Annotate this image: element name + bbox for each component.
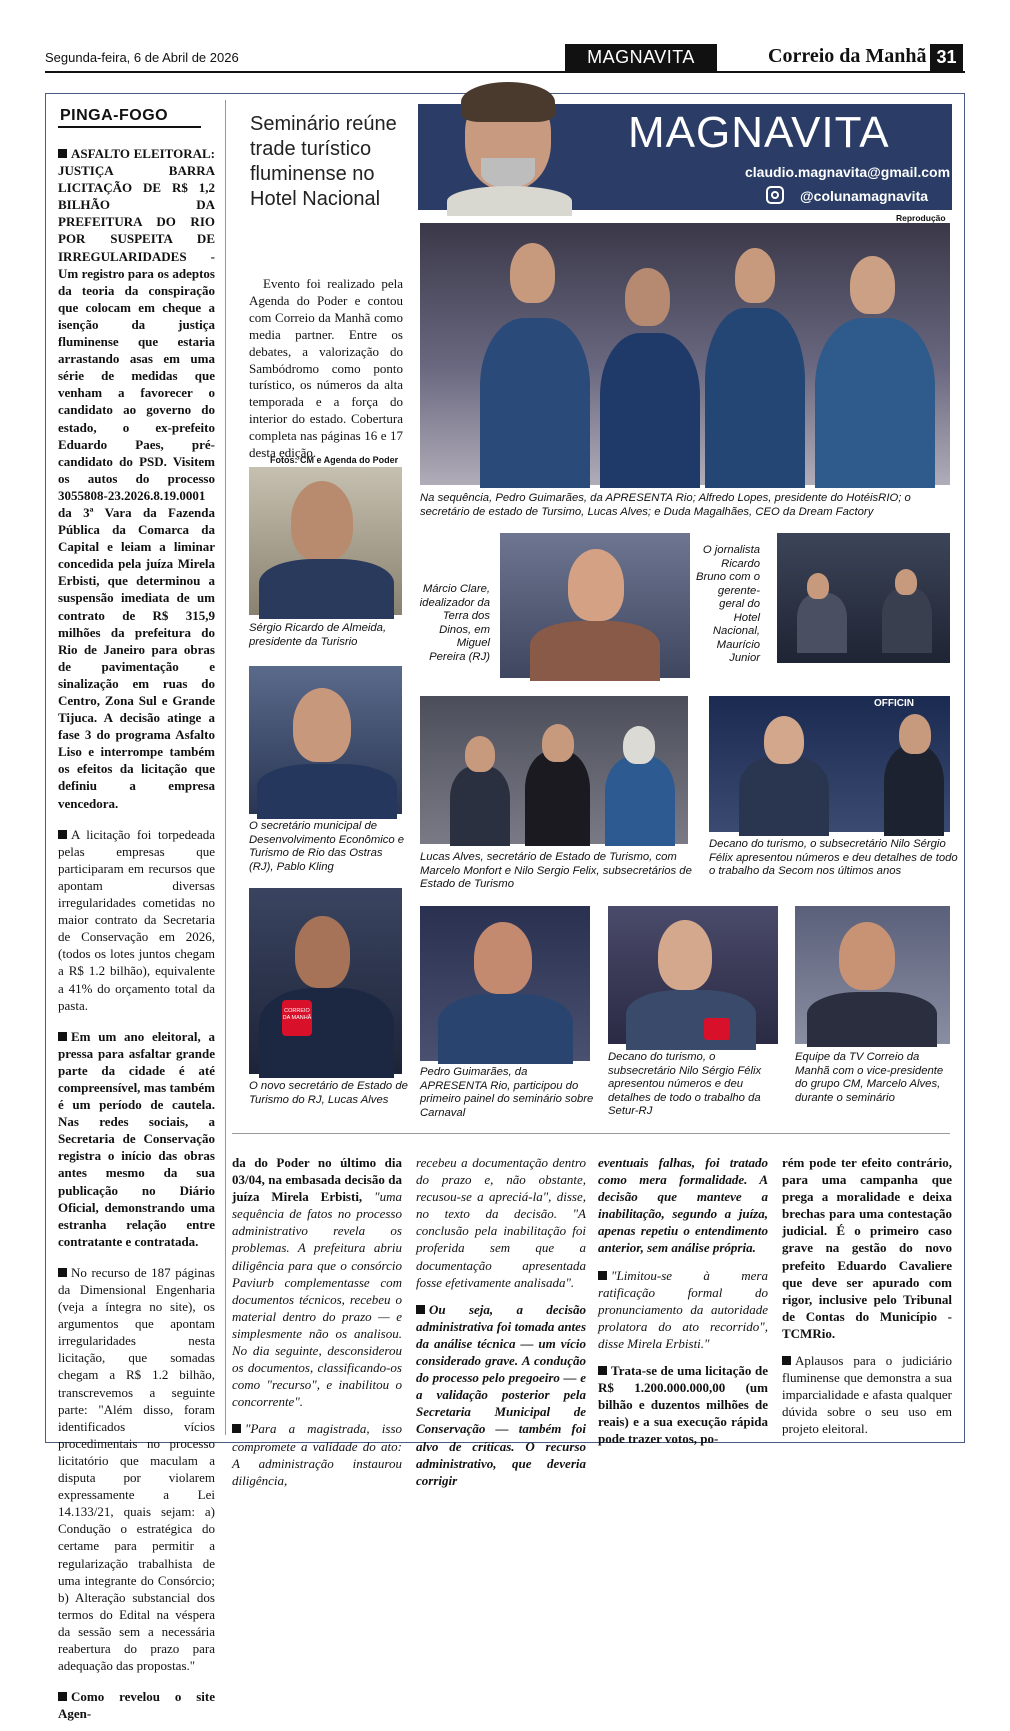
section-tab: MAGNAVITA [565, 44, 717, 71]
bottom-c2: recebeu a documentação dentro do prazo e, não obstante, recusou-se a apreciá-la", disse, no texto da decisão. "A conclusão pela inabilitação foi proferida sem que a documentação apresentada fosse efetivamente analisada". [416, 1155, 586, 1290]
caption-equipe: Equipe da TV Correio da Manhã com o vice-presidente do grupo CM, Marcelo Alves, durante o seminário [795, 1051, 944, 1104]
pingafogo-heading: PINGA-FOGO [60, 107, 169, 124]
photo-lucas-mic [249, 888, 402, 1074]
photo-pablo [249, 666, 402, 814]
header-rule [45, 71, 965, 73]
banner-title: MAGNAVITA [628, 108, 890, 157]
caption-decano-1: Decano do turismo, o subsecretário Nilo Sérgio Félix apresentou números e deu detalhes de todo o trabalho da Secom nos últimos anos [709, 838, 958, 877]
photo-sergio [249, 467, 402, 615]
photo-ricardo [777, 533, 950, 663]
caption-marcio: Márcio Clare, idealizador da Terra dos Dinos, em Miguel Pereira (RJ) [419, 583, 490, 663]
pingafogo-rule [58, 126, 201, 128]
bottom-col-3 [598, 1154, 768, 1457]
bullet-square-icon [232, 1424, 241, 1433]
main-group-photo [420, 223, 950, 485]
screen-text: OFFICIN [874, 698, 914, 709]
page-number: 31 [930, 44, 963, 71]
instagram-icon [766, 186, 784, 204]
photo-decano-2 [608, 906, 778, 1044]
bottom-c4-p2: Aplausos para o judiciário fluminense que demonstra a sua imparcialidade e afasta qualquer dúvida sobre o seu uso em projeto eleitoral. [782, 1353, 952, 1437]
mic-label-2: DA MANHÃ [282, 1015, 312, 1021]
caption-pedro: Pedro Guimarães, da APRESENTA Rio, participou do primeiro painel do seminário sobre Carnaval [420, 1066, 594, 1119]
caption-decano-2: Decano do turismo, o subsecretário Nilo Sérgio Félix apresentou números e deu detalhes de todo o trabalho da Setur-RJ [608, 1051, 762, 1117]
banner-email: claudio.magnavita@gmail.com [745, 164, 951, 180]
seminar-title: Seminário reúne trade turístico fluminense no Hotel Nacional [250, 113, 397, 210]
photo-decano-1 [709, 696, 950, 832]
pingafogo-column [58, 145, 215, 1731]
reproducao-credit: Reprodução [896, 213, 946, 223]
mic-label-1: CORREIO [284, 1008, 310, 1014]
pingafogo-p1: - Um registro para os adeptos da teoria da conspiração que colocam em cheque a isenção da justiça fluminense que estaria arrastando asas em uma série de medidas que venham a favorecer o candidato ao governo do estado, o ex-prefeito Eduardo Paes, pré-candidato do PSD. Visitem os autos do processo 3055808-23.2026.8.19.0001 da 3ª Vara da Fazenda Pública da Comarca da Capital e leiam a liminar concedida pela juíza Mirela Erbisti, que determinou a suspensão imediata de um contrato de R$ 315,9 milhões da prefeitura do Rio de Janeiro para obras de pavimentação e sinalização em ruas do Centro, Zona Sul e Grande Tijuca. A decisão atinge a fase 3 do programa Asfalto Liso e interrompe também os efeitos da licitação que definiu a empresa vencedora. [58, 248, 215, 811]
caption-sergio: Sérgio Ricardo de Almeida, presidente da Turisrio [249, 622, 387, 648]
photos-rule [232, 1133, 950, 1134]
paper-name: Correio da Manhã [768, 45, 927, 67]
caption-lucas-mic: O novo secretário de Estado de Turismo do RJ, Lucas Alves [249, 1080, 408, 1106]
bottom-col-4 [782, 1154, 952, 1447]
pingafogo-p1-bold: ASFALTO ELEITORAL: JUSTIÇA BARRA LICITAÇÃO DE R$ 1,2 BILHÃO DA PREFEITURA DO RIO POR SUSPEITA DE IRREGULARIDADES [58, 146, 215, 264]
microphone-icon [704, 1018, 730, 1040]
pingafogo-p3: Em um ano eleitoral, a pressa para asfaltar grande parte da cidade é até compreensível, mas também é um período de cautela. Nas redes sociais, a Secretaria de Conservação registra o início das obras antes mesmo da sua publicação no Diário Oficial, demonstrando uma estranha relação entre contratante e contratada. [58, 1028, 215, 1249]
bullet-square-icon [598, 1366, 607, 1375]
seminar-text: Evento foi realizado pela Agenda do Poder e contou com Correio da Manhã como media partner. Entre os debates, a valorização do Sambódromo como ponto turístico, os números da alta temporada e a força do interior do estado. Cobertura completa nas páginas 16 e 17 desta edição. [249, 276, 403, 461]
bullet-square-icon [58, 149, 67, 158]
columnist-portrait [447, 78, 572, 210]
pingafogo-p5: Como revelou o site Agen- [58, 1689, 215, 1722]
caption-pablo: O secretário municipal de Desenvolvimento Econômico e Turismo de Rio das Ostras (RJ), Pablo Kling [249, 820, 405, 873]
bottom-col-2 [416, 1154, 586, 1498]
photo-equipe [795, 906, 950, 1044]
caption-lucas-audience: Lucas Alves, secretário de Estado de Turismo, com Marcelo Monfort e Nilo Sergio Felix, subsecretários de Estado de Turismo [420, 851, 692, 890]
bottom-c3-p3: Trata-se de uma licitação de R$ 1.200.000.000,00 (um bilhão e duzentos milhões de reais) e a sua execução rápida pode trazer votos, po- [598, 1363, 768, 1447]
page-date: Segunda-feira, 6 de Abril de 2026 [45, 50, 239, 65]
bottom-c3-p2: "Limitou-se à mera ratificação formal do pronunciamento da autoridade prolatora do ato recorrido", disse Mirela Erbisti." [598, 1267, 768, 1351]
caption-ricardo: O jornalista Ricardo Bruno com o gerente-geral do Hotel Nacional, Maurício Junior [695, 544, 760, 664]
photo-lucas-audience [420, 696, 688, 844]
bullet-square-icon [416, 1305, 425, 1314]
column-divider [225, 100, 226, 1435]
banner-instagram: @colunamagnavita [800, 188, 929, 204]
caption-main: Na sequência, Pedro Guimarães, da APRESENTA Rio; Alfredo Lopes, presidente do HotéisRIO; o secretário de estado de Tursimo, Lucas Alves; e Duda Magalhães, CEO da Dream Factory [420, 492, 911, 518]
bottom-c1-italic: "uma sequência de fatos no processo administrativo revela os problemas. A prefeitura abriu diligência para que o consórcio Paviurb complementasse com documentos técnicos, recebeu o material dentro do prazo — e simplesmente não os analisou. No dia seguinte, desconsiderou os documentos, classificando-os como "recurso", e inabilitou o concorrente". [232, 1189, 402, 1410]
bullet-square-icon [58, 1268, 67, 1277]
bullet-square-icon [598, 1271, 607, 1280]
microphone-icon [282, 1000, 312, 1036]
bullet-square-icon [58, 830, 67, 839]
bottom-c1: da do Poder no último dia 03/04, na embasada decisão da juíza Mirela Erbisti, [232, 1155, 402, 1205]
bottom-c4: rém pode ter efeito contrário, para uma campanha que prega a moralidade e deixa brechas para uma contestação judicial. É o primeiro caso grave na gestão do novo prefeito Eduardo Cavaliere que deve ser apurado com rigor, inclusive pelo Tribunal de Contas do Município - TCMRio. [782, 1155, 952, 1341]
bottom-col-1 [232, 1154, 402, 1498]
bottom-c3: eventuais falhas, foi tratado como mera formalidade. A decisão que manteve a inabilitação, segundo a juíza, apenas repetiu o entendimento anterior, sem análise própria. [598, 1155, 768, 1256]
pingafogo-p4: No recurso de 187 páginas da Dimensional Engenharia (veja a íntegra no site), os argumentos que apontam irregularidades nesta licitação, que somadas chegam a R$ 1.2 bilhão, transcrevemos a seguinte parte: "Além disso, foram identificados vícios procedimentais no processo licitatório que maculam a disputa por violarem expressamente a Lei 14.133/21, quais sejam: a) Condução o estratégica do certame para permitir a regularização trabalhista de uma integrante do Consórcio; b) Alteração substancial dos termos do Edital na véspera da sessão sem a necessária reabertura do prazo para adequação das propostas." [58, 1264, 215, 1674]
bottom-c2-p2: Ou seja, a decisão administrativa foi tomada antes da análise técnica — um vício considerado grave. A condução do processo pelo pregoeiro — e a validação posterior pela Secretaria Municipal de Conservação — também foi alvo de críticas. O recurso administrativo, que deveria corrigir [416, 1301, 586, 1488]
photo-credit: Fotos: CM e Agenda do Poder [270, 455, 399, 465]
bullet-square-icon [782, 1356, 791, 1365]
bullet-square-icon [58, 1032, 67, 1041]
bottom-c1-p2: "Para a magistrada, isso compromete a validade do ato: A administração instaurou diligência, [232, 1421, 402, 1488]
photo-pedro [420, 906, 590, 1061]
photo-marcio [500, 533, 690, 678]
bullet-square-icon [58, 1692, 67, 1701]
pingafogo-p2: A licitação foi torpedeada pelas empresas que participaram em recursos que apontam diversas irregularidades cometidas no maior contrato da Secretaria de Conservação em 2026, (todos os lotes juntos chegam a R$ 1.2 bilhão), equivalente a 41% do orçamento total da pasta. [58, 826, 215, 1013]
